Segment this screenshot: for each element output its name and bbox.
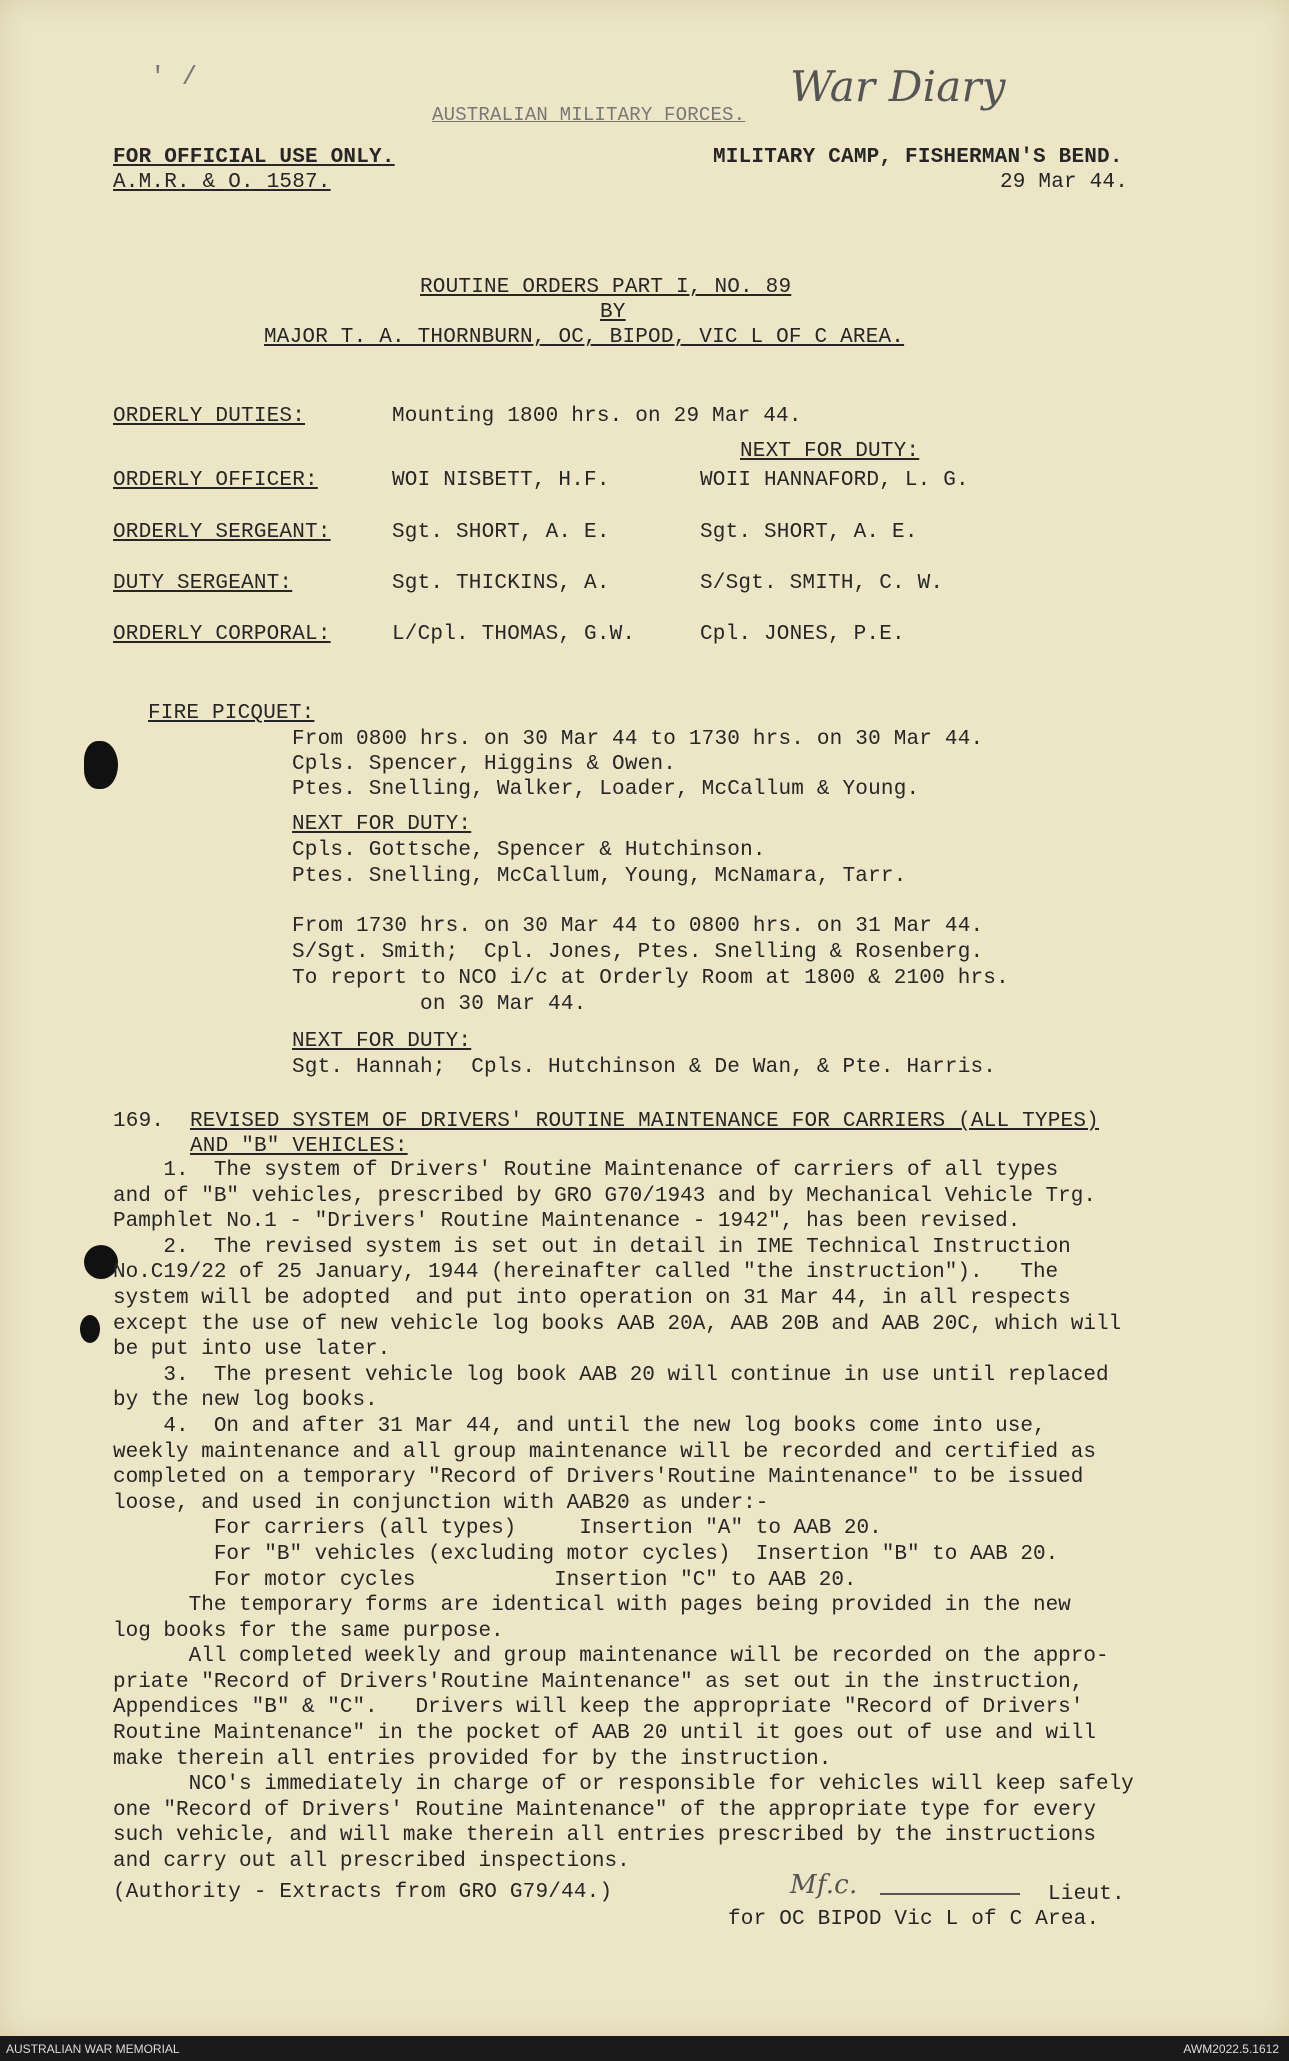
fire-picquet-next-line: Sgt. Hannah; Cpls. Hutchinson & De Wan, & Pte. Harris. bbox=[292, 1056, 997, 1079]
duty-row-label: ORDERLY CORPORAL: bbox=[113, 623, 331, 646]
authority-note: (Authority - Extracts from GRO G79/44.) bbox=[113, 1881, 613, 1904]
official-use-label: FOR OFFICIAL USE ONLY. bbox=[113, 146, 395, 169]
fire-picquet-next-label: NEXT FOR DUTY: bbox=[292, 813, 472, 836]
fire-picquet-next-line: Ptes. Snelling, McCallum, Young, McNamara, Tarr. bbox=[292, 865, 907, 888]
orderly-duties-label: ORDERLY DUTIES: bbox=[113, 405, 306, 428]
document-date: 29 Mar 44. bbox=[1000, 171, 1129, 194]
duty-row-next: S/Sgt. SMITH, C. W. bbox=[700, 572, 944, 595]
duty-row-current: WOI NISBETT, H.F. bbox=[392, 469, 610, 492]
fire-picquet-line: Cpls. Spencer, Higgins & Owen. bbox=[292, 753, 677, 776]
duty-row-current: Sgt. THICKINS, A. bbox=[392, 572, 610, 595]
fire-picquet-line: From 1730 hrs. on 30 Mar 44 to 0800 hrs. on 31 Mar 44. bbox=[292, 915, 984, 938]
fire-picquet-label: FIRE PICQUET: bbox=[148, 702, 315, 725]
punch-hole-1 bbox=[84, 741, 118, 789]
signature-for-line: for OC BIPOD Vic L of C Area. bbox=[728, 1908, 1100, 1931]
camp-location: MILITARY CAMP, FISHERMAN'S BEND. bbox=[713, 146, 1123, 169]
orders-title-officer: MAJOR T. A. THORNBURN, OC, BIPOD, VIC L OF C AREA. bbox=[264, 326, 905, 349]
duty-row-label: DUTY SERGEANT: bbox=[113, 572, 293, 595]
archive-footer bbox=[0, 2036, 1289, 2061]
fire-picquet-line: To report to NCO i/c at Orderly Room at 1800 & 2100 hrs. bbox=[292, 967, 1009, 990]
signature-rank: Lieut. bbox=[1048, 1883, 1125, 1906]
fire-picquet-next-label: NEXT FOR DUTY: bbox=[292, 1030, 472, 1053]
punch-hole-3 bbox=[80, 1315, 100, 1343]
fire-picquet-line: Ptes. Snelling, Walker, Loader, McCallum & Young. bbox=[292, 778, 920, 801]
duty-row-label: ORDERLY SERGEANT: bbox=[113, 521, 331, 544]
amr-reference: A.M.R. & O. 1587. bbox=[113, 171, 331, 194]
fire-picquet-line: on 30 Mar 44. bbox=[292, 993, 587, 1016]
handwritten-note: War Diary bbox=[790, 62, 1006, 111]
footer-accession: AWM2022.5.1612 bbox=[1183, 2042, 1279, 2056]
orders-title: ROUTINE ORDERS PART I, NO. 89 bbox=[420, 276, 792, 299]
fire-picquet-next-line: Cpls. Gottsche, Spencer & Hutchinson. bbox=[292, 839, 766, 862]
org-title: AUSTRALIAN MILITARY FORCES. bbox=[432, 104, 746, 126]
fire-picquet-line: From 0800 hrs. on 30 Mar 44 to 1730 hrs. on 30 Mar 44. bbox=[292, 728, 984, 751]
duty-row-label: ORDERLY OFFICER: bbox=[113, 469, 318, 492]
duty-row-next: WOII HANNAFORD, L. G. bbox=[700, 469, 969, 492]
footer-institution: AUSTRALIAN WAR MEMORIAL bbox=[6, 2042, 180, 2056]
section-body: 1. The system of Drivers' Routine Maintenance of carriers of all types and of "B" vehicles, prescribed by GRO G70/1943 and by Mechanical Vehicle Trg. Pamphlet No.1 - "Drivers' Routine Maintenance - 1942", has been revised. 2. The revised system is set out in detail in IME Technical Instruction No.C19/22 of 25 January, 1944 (hereinafter called "the instruction"). The system will be adopted and put into operation on 31 Mar 44, in all respects except the use of new vehicle log books AAB 20A, AAB 20B and AAB 20C, which will be put into use later. 3. The present vehicle log book AAB 20 will continue in use until replaced by the new log books. 4. On and after 31 Mar 44, and until the new log books come into use, weekly maintenance and all group maintenance will be recorded and certified as completed on a temporary "Record of Drivers'Routine Maintenance" to be issued loose, and used in conjunction with AAB20 as under:- For carriers (all types) Insertion "A" to AAB 20. For "B" vehicles (excluding motor cycles) Insertion "B" to AAB 20. For motor cycles Insertion "C" to AAB 20. The temporary forms are identical with pages being provided in the new log books for the same purpose. All completed weekly and group maintenance will be recorded on the appro- priate "Record of Drivers'Routine Maintenance" as set out in the instruction, Appendices "B" & "C". Drivers will keep the appropriate "Record of Drivers' Routine Maintenance" in the pocket of AAB 20 until it goes out of use and will make therein all entries provided for by the instruction. NCO's immediately in charge of or responsible for vehicles will keep safely one "Record of Drivers' Routine Maintenance" of the appropriate type for every such vehicle, and will make therein all entries prescribed by the instructions and carry out all prescribed inspections. bbox=[113, 1159, 1134, 1874]
orderly-duties-value: Mounting 1800 hrs. on 29 Mar 44. bbox=[392, 405, 802, 428]
signature-underline bbox=[880, 1893, 1020, 1895]
duty-row-current: Sgt. SHORT, A. E. bbox=[392, 521, 610, 544]
duty-row-current: L/Cpl. THOMAS, G.W. bbox=[392, 623, 636, 646]
duty-row-next: Cpl. JONES, P.E. bbox=[700, 623, 905, 646]
section-number: 169. bbox=[113, 1110, 165, 1133]
section-heading: AND "B" VEHICLES: bbox=[190, 1135, 408, 1158]
next-for-duty-heading: NEXT FOR DUTY: bbox=[740, 440, 920, 463]
section-heading: REVISED SYSTEM OF DRIVERS' ROUTINE MAINTENANCE FOR CARRIERS (ALL TYPES) bbox=[190, 1110, 1099, 1133]
fire-picquet-line: S/Sgt. Smith; Cpl. Jones, Ptes. Snelling & Rosenberg. bbox=[292, 941, 984, 964]
corner-mark: ' / bbox=[150, 62, 198, 92]
signature: Mf.c. bbox=[790, 1870, 858, 1900]
duty-row-next: Sgt. SHORT, A. E. bbox=[700, 521, 918, 544]
orders-title-by: BY bbox=[600, 301, 626, 324]
